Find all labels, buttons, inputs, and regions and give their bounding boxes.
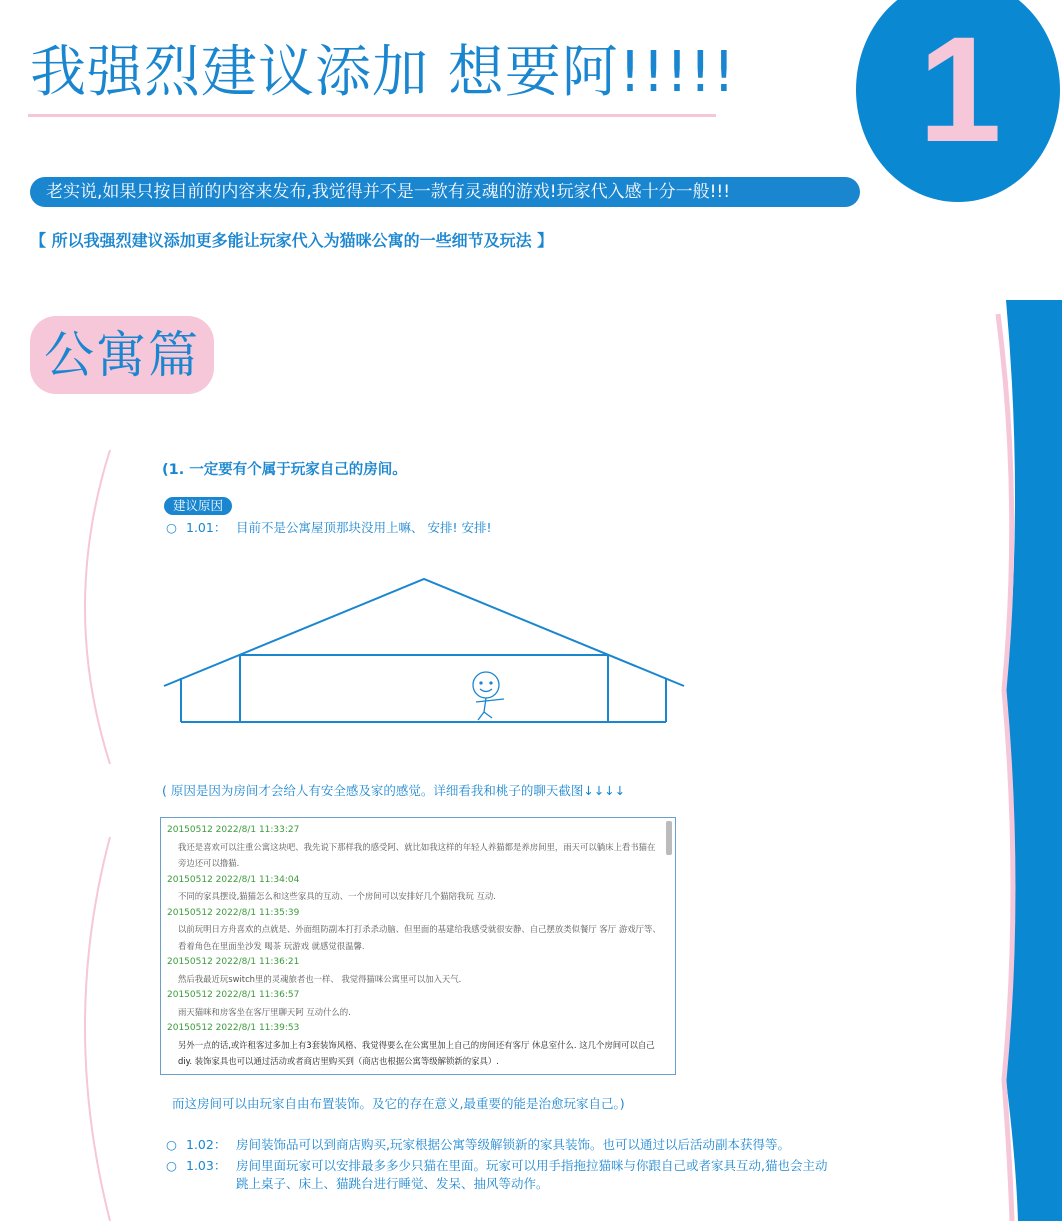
side-wave-decoration	[994, 300, 1062, 1221]
bullet-item-1-01	[166, 518, 491, 536]
chat-message-text: 雨天猫咪和房客坐在客厅里聊天阿 互动什么的.	[178, 1006, 351, 1017]
chapter-number: 1	[918, 5, 1002, 173]
house-illustration	[160, 572, 690, 732]
left-arc-decoration	[70, 835, 120, 1221]
chat-message-text: 我还是喜欢可以注重公寓这块吧、我先说下那样我的感受阿、就比如我这样的年轻人养猫都是养房间里，雨天可以躺床上看书猫在旁边还可以撸猫.	[178, 841, 656, 868]
left-arc-decoration	[70, 448, 120, 766]
chat-message-header: 20150512 2022/8/1 11:35:39	[167, 907, 300, 918]
chat-message-header: 20150512 2022/8/1 11:33:27	[167, 825, 300, 835]
bullet-item-1-03	[166, 1156, 827, 1192]
item-heading: (1. 一定要有个属于玩家自己的房间。	[162, 462, 407, 478]
bullet-icon: ○	[166, 1158, 177, 1173]
bullet-number: 1.01：	[186, 520, 227, 535]
intro-banner: 老实说,如果只按目前的内容来发布,我觉得并不是一款有灵魂的游戏!玩家代入感十分一般!!!	[30, 177, 860, 207]
chat-message-header: 20150512 2022/8/1 11:36:21	[167, 957, 300, 967]
bullet-text: 目前不是公寓屋顶那块没用上嘛、 安排! 安排!	[236, 520, 492, 535]
chat-screenshot	[160, 817, 676, 1075]
chat-message-header: 20150512 2022/8/1 11:34:04	[167, 874, 300, 885]
bullet-number: 1.03：	[186, 1158, 227, 1173]
stick-figure-icon	[473, 672, 504, 720]
reason-explanation: ( 原因是因为房间才会给人有安全感及家的感觉。详细看我和桃子的聊天截图↓↓↓↓	[162, 783, 626, 798]
page-title: 我强烈建议添加 想要阿!!!!!	[30, 40, 737, 105]
title-underline	[28, 114, 716, 117]
scrollbar[interactable]	[666, 821, 672, 855]
chat-message-text: 另外一点的话,或许租客过多加上有3套装饰风格、我觉得要么在公寓里加上自己的房间还有客厅 休息室什么. 这几个房间可以自己diy. 装饰家具也可以通过活动或者商店里购买到（商店也根据公寓等级解锁新的家具）.	[178, 1039, 655, 1066]
chat-log	[167, 822, 663, 1070]
bullet-icon: ○	[166, 520, 177, 535]
reason-tag: 建议原因	[164, 497, 232, 515]
chat-message-text: 不同的家具摆设,猫猫怎么和这些家具的互动、一个房间可以安排好几个猫陪我玩 互动.	[178, 891, 496, 901]
bullet-number: 1.02：	[186, 1137, 227, 1152]
bullet-text: 房间装饰品可以到商店购买,玩家根据公寓等级解锁新的家具装饰。也可以通过以后活动副本获得等。	[236, 1137, 790, 1152]
intro-subline: 【 所以我强烈建议添加更多能让玩家代入为猫咪公寓的一些细节及玩法 】	[30, 231, 554, 250]
bullet-icon: ○	[166, 1137, 177, 1152]
bullet-text: 房间里面玩家可以安排最多多少只猫在里面。玩家可以用手指拖拉猫咪与你跟自己或者家具互动,猫也会主动	[236, 1158, 828, 1173]
chat-message-header: 20150512 2022/8/1 11:36:57	[167, 990, 300, 1000]
chat-message-header: 20150512 2022/8/1 11:39:53	[167, 1023, 300, 1033]
bullet-text-continued: 跳上桌子、床上、猫跳台进行睡觉、发呆、抽风等动作。	[236, 1176, 549, 1191]
chat-message-text: 以前玩明日方舟喜欢的点就是、外面组防副本打打杀杀动脑、但里面的基建给我感受就很安静、自己摆放类似餐厅 客厅 游戏厅等、看着角色在里面坐沙发 喝茶 玩游戏 就感觉很温馨.	[178, 924, 661, 951]
room-purpose-text: 而这房间可以由玩家自由布置装饰。及它的存在意义,最重要的能是治愈玩家自己。)	[172, 1096, 625, 1111]
bullet-item-1-02	[166, 1135, 790, 1153]
section-title: 公寓篇	[30, 316, 214, 394]
chat-message-text: 然后我最近玩switch里的灵魂旅者也一样、 我觉得猫咪公寓里可以加入天气.	[178, 973, 462, 984]
